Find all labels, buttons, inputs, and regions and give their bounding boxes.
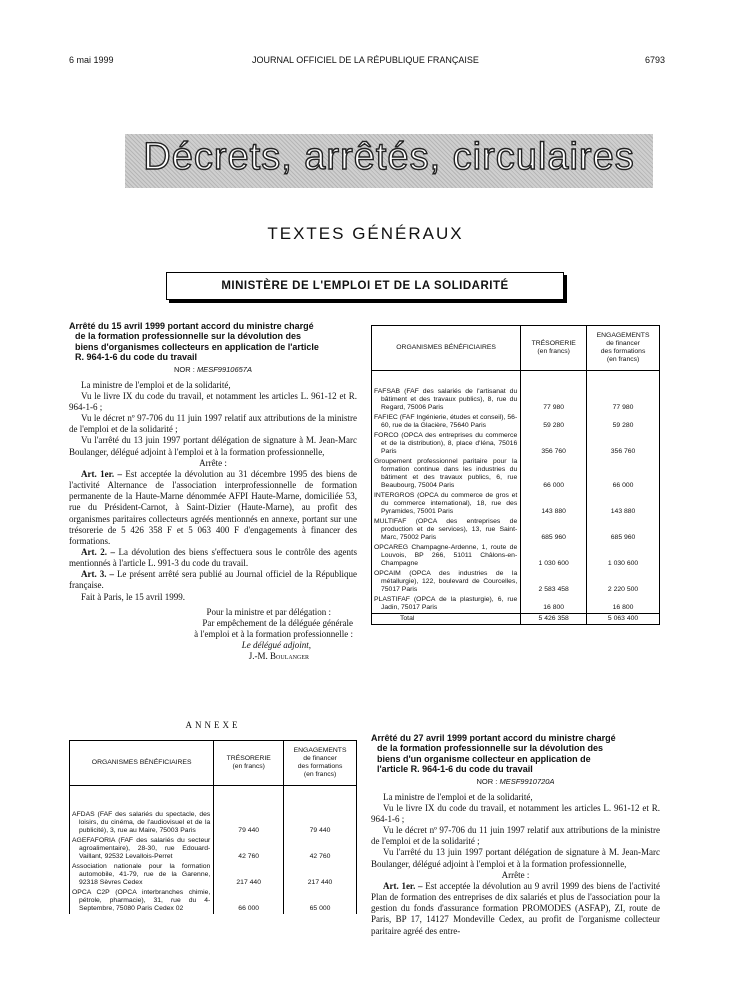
article-label: Art. 3. –: [81, 569, 114, 580]
nor-code: MESF9910657A: [196, 365, 252, 375]
tresorerie-value: 16 800: [521, 595, 587, 614]
visa: Vu le décret nº 97-706 du 11 juin 1997 relatif aux attributions de la ministre de l'emploi et de la solidarité ;: [69, 413, 357, 435]
table-header-row: [372, 326, 660, 371]
engagements-value: 42 760: [284, 836, 357, 862]
arrete1-title-line: de la formation professionnelle sur la dévolution des: [75, 331, 302, 342]
tresorerie-value: 79 440: [214, 810, 284, 836]
arrete-label: Arrête :: [501, 869, 530, 880]
table-total-row: [372, 614, 660, 625]
arrete2-title-line: biens d'un organisme collecteur en application de: [377, 753, 591, 764]
table-spacer: [372, 371, 521, 388]
signature-block: [69, 607, 357, 663]
signature-line: Pour la ministre et par délégation :: [206, 606, 331, 617]
nor-label: NOR :: [476, 777, 498, 787]
col-header-engagements: ENGAGEMENTS de financer des formations (en francs): [284, 741, 357, 786]
tresorerie-value: 42 760: [214, 836, 284, 862]
engagements-value: 79 440: [284, 810, 357, 836]
total-label: Total: [372, 614, 521, 625]
table-header-row: [70, 741, 357, 786]
tresorerie-value: 217 440: [214, 862, 284, 888]
arrete2-title-line: l'article R. 964-1-6 du code du travail: [377, 764, 533, 775]
col-header-tresorerie: TRÉSORERIE (en francs): [521, 326, 587, 371]
arrete1-title-line: R. 964-1-6 du code du travail: [75, 352, 198, 363]
org-name: Groupement professionnel paritaire pour la formation continue dans les industries du bâtiment et des travaux publics, 6, rue Beaubourg, 75004 Paris: [374, 458, 518, 490]
table-spacer: [214, 786, 284, 811]
visa: Vu le décret nº 97-706 du 11 juin 1997 relatif aux attributions de la ministre de l'emploi et de la solidarité ;: [371, 825, 660, 847]
engagements-value: 66 000: [587, 457, 660, 491]
tresorerie-value: 66 000: [521, 457, 587, 491]
table-row: [70, 862, 357, 888]
header-journal-title: JOURNAL OFFICIEL DE LA RÉPUBLIQUE FRANÇAISE: [252, 55, 479, 65]
tresorerie-value: 59 280: [521, 413, 587, 431]
engagements-value: 1 030 600: [587, 543, 660, 569]
article-label: Art. 2. –: [81, 547, 116, 558]
col-header-engagements: ENGAGEMENTS de financer des formations (en francs): [587, 326, 660, 371]
fait: Fait à Paris, le 15 avril 1999.: [81, 591, 185, 602]
total-tresorerie: 5 426 358: [521, 614, 587, 625]
article-text: Le présent arrêté sera publié au Journal officiel de la République française.: [69, 569, 357, 591]
table-row: [372, 569, 660, 595]
org-name: OPCA C2P (OPCA interbranches chimie, pétrole, pharmacie), 31, rue du 4-Septembre, 75080 Paris Cedex 02: [72, 889, 211, 913]
col-header-tresorerie: TRÉSORERIE (en francs): [214, 741, 284, 786]
tresorerie-value: 77 980: [521, 387, 587, 413]
org-name: Association nationale pour la formation automobile, 41-79, rue de la Garenne, 92318 Sèvres Cedex: [72, 863, 211, 887]
table-row: [372, 543, 660, 569]
org-name: OPCAREG Champagne-Ardenne, 1, route de Louvois, BP 266, 51011 Châlons-en-Champagne: [374, 544, 518, 568]
annexe-title: ANNEXE: [185, 720, 241, 730]
tresorerie-value: 685 960: [521, 517, 587, 543]
banner-title: Décrets, arrêtés, circulaires: [143, 136, 635, 178]
table-row: [70, 810, 357, 836]
ministry-box: MINISTÈRE DE L'EMPLOI ET DE LA SOLIDARITÉ: [166, 272, 564, 300]
tresorerie-value: 143 880: [521, 491, 587, 517]
arrete1-title-line: biens d'organismes collecteurs en application de l'article: [75, 341, 319, 352]
engagements-value: 59 280: [587, 413, 660, 431]
tresorerie-value: 2 583 458: [521, 569, 587, 595]
org-name: FAFIEC (FAF Ingénierie, études et conseil), 56-60, rue de la Glacière, 75640 Paris: [374, 414, 518, 430]
table-row: [372, 431, 660, 457]
section-title: TEXTES GÉNÉRAUX: [267, 224, 464, 243]
visa: La ministre de l'emploi et de la solidarité,: [383, 791, 533, 802]
nor-code: MESF9910720A: [499, 777, 555, 787]
arrete2-title-line: de la formation professionnelle sur la dévolution des: [377, 743, 604, 754]
org-name: PLASTIFAF (OPCA de la plasturgie), 6, rue Jadin, 75017 Paris: [374, 596, 518, 612]
signature-name: J.-M. Boulanger: [248, 651, 309, 662]
engagements-value: 143 880: [587, 491, 660, 517]
visa: Vu l'arrêté du 13 juin 1997 portant délégation de signature à M. Jean-Marc Boulanger, délégué adjoint à l'emploi et à la formation professionnelle,: [69, 435, 357, 457]
article: [69, 547, 357, 569]
table-row: [70, 836, 357, 862]
tresorerie-value: 66 000: [214, 888, 284, 914]
table-spacer: [284, 786, 357, 811]
header-date: 6 mai 1999: [69, 55, 114, 65]
arrete-label: Arrête :: [199, 457, 227, 468]
signature-line: à l'emploi et à la formation professionnelle :: [194, 629, 353, 640]
table-row: [372, 457, 660, 491]
visa: La ministre de l'emploi et de la solidarité,: [81, 379, 231, 390]
article-text: Est acceptée la dévolution au 31 décembre 1995 des biens de l'activité Alternance de l'association interprofessionnelle de formation permanente de la Haute-Marne dénommée AFPI Haute-Marne, domiciliée 53, rue du Président-Carnot, à Saint-Dizier (Haute-Marne), au profit des organismes paritaires collecteurs agréés mentionnés en annexe, portant sur une trésorerie de 5 426 358 F et 5 063 400 F d'engagements à financer des formations.: [69, 468, 358, 546]
engagements-value: 65 000: [284, 888, 357, 914]
article-label: Art. 1er. –: [383, 880, 423, 891]
org-name: INTERGROS (OPCA du commerce de gros et du commerce international), 18, rue des Pyramides, 75001 Paris: [374, 492, 518, 516]
visa: Vu l'arrêté du 13 juin 1997 portant délégation de signature à M. Jean-Marc Boulanger, délégué adjoint à l'emploi et à la formation professionnelle,: [371, 847, 660, 869]
org-name: OPCAIM (OPCA des industries de la métallurgie), 122, boulevard de Courcelles, 75017 Paris: [374, 570, 518, 594]
col-header-org: ORGANISMES BÉNÉFICIAIRES: [372, 326, 521, 371]
article-text: Est acceptée la dévolution au 9 avril 1999 des biens de l'activité Plan de formation des entreprises de dix salariés et plus de l'association pour la gestion du fonds d'assurance formation PROMODES (ASFAP), ZI, route de Paris, BP 17, 14127 Mondeville Cedex, au profit de l'organisme collecteur paritaire agréé des entre-: [371, 880, 661, 936]
arrete1-title: [69, 321, 357, 362]
arrete2-nor: [371, 777, 660, 786]
engagements-value: 217 440: [284, 862, 357, 888]
org-name: MULTIFAF (OPCA des entreprises de production et de services), 13, rue Saint-Marc, 75002 Paris: [374, 518, 518, 542]
annexe-table-right: [371, 325, 660, 625]
org-name: AFDAS (FAF des salariés du spectacle, des loisirs, du cinéma, de l'audiovisuel et de la publicité), 3, rue au Maire, 75003 Paris: [72, 811, 211, 835]
tresorerie-value: 1 030 600: [521, 543, 587, 569]
annexe-table-left: [69, 740, 357, 914]
article: [371, 881, 660, 937]
arrete1-nor: [69, 365, 357, 374]
table-row: [372, 517, 660, 543]
engagements-value: 16 800: [587, 595, 660, 614]
signature-line: Par empêchement de la déléguée générale: [202, 617, 353, 628]
engagements-value: 2 220 500: [587, 569, 660, 595]
col-header-org: ORGANISMES BÉNÉFICIAIRES: [70, 741, 214, 786]
arrete2-title-line: Arrêté du 27 avril 1999 portant accord du ministre chargé: [371, 733, 616, 743]
tresorerie-value: 356 760: [521, 431, 587, 457]
org-name: FORCO (OPCA des entreprises du commerce et de la distribution), 8, place d'Iéna, 75016 Paris: [374, 432, 518, 456]
table-spacer: [521, 371, 587, 388]
table-row: [372, 491, 660, 517]
engagements-value: 77 980: [587, 387, 660, 413]
engagements-value: 685 960: [587, 517, 660, 543]
table-row: [70, 888, 357, 914]
table-spacer: [587, 371, 660, 388]
article: [69, 569, 357, 591]
visa: Vu le livre IX du code du travail, et notamment les articles L. 961-12 et R. 964-1-6 ;: [371, 802, 660, 824]
right-column: [371, 733, 660, 937]
left-column: [69, 321, 357, 663]
total-engagements: 5 063 400: [587, 614, 660, 625]
arrete2-title: [371, 733, 660, 774]
header-page-number: 6793: [644, 55, 665, 65]
article-label: Art. 1er. –: [81, 468, 122, 479]
table-row: [372, 595, 660, 614]
engagements-value: 356 760: [587, 431, 660, 457]
signature-line: Le délégué adjoint,: [241, 640, 311, 651]
table-row: [372, 413, 660, 431]
table-spacer: [70, 786, 214, 811]
article-text: La dévolution des biens s'effectuera sous le contrôle des agents mentionnés à l'article L. 991-3 du code du travail.: [69, 547, 357, 569]
arrete1-title-line: Arrêté du 15 avril 1999 portant accord du ministre chargé: [69, 321, 314, 331]
org-name: FAFSAB (FAF des salariés de l'artisanat du bâtiment et des travaux publics), 8, rue du Regard, 75006 Paris: [374, 388, 518, 412]
banner: [125, 134, 653, 188]
nor-label: NOR :: [174, 365, 195, 375]
org-name: AGEFAFORIA (FAF des salariés du secteur agroalimentaire), 28-30, rue Edouard-Vaillant, 92532 Levallois-Perret: [72, 837, 211, 861]
visa: Vu le livre IX du code du travail, et notamment les articles L. 961-12 et R. 964-1-6 ;: [69, 390, 357, 412]
table-row: [372, 387, 660, 413]
article: [69, 469, 357, 547]
